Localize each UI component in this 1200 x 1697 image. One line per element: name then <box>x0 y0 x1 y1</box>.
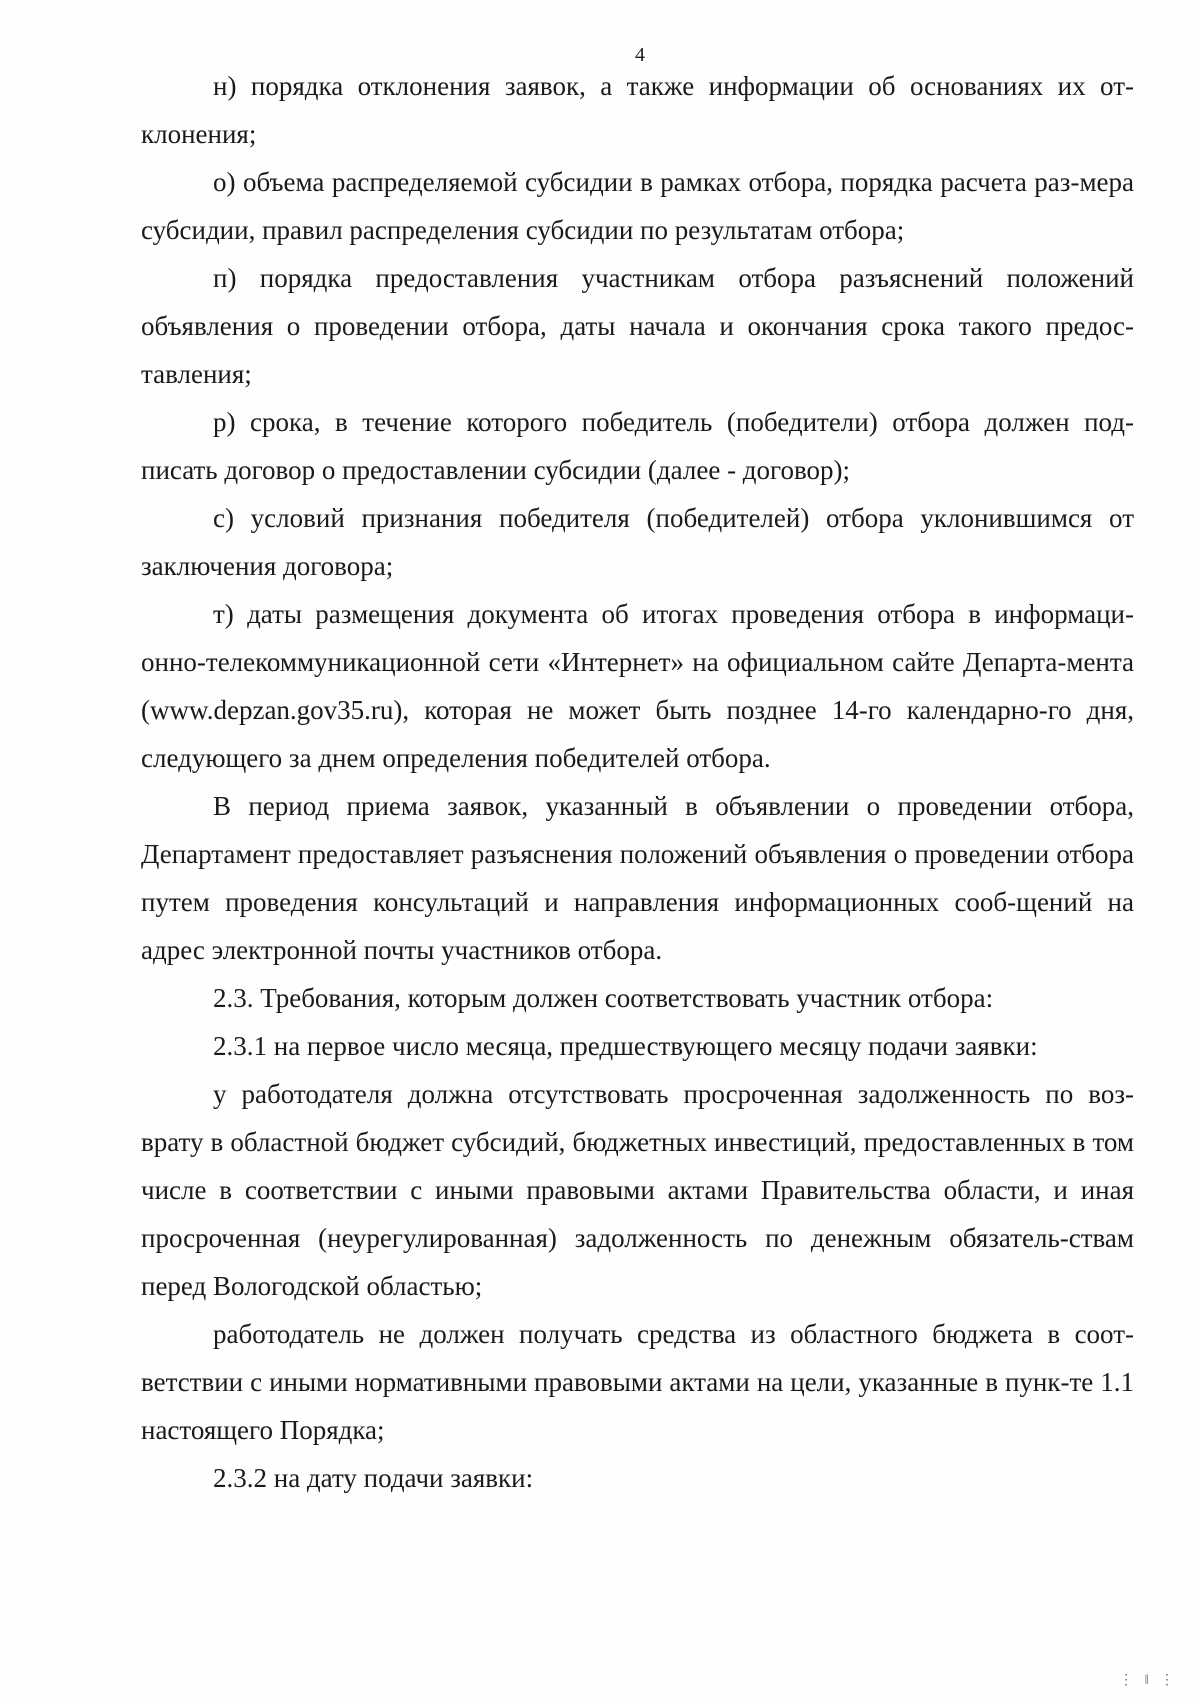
paragraph-no-other-funding: работодатель не должен получать средства из областного бюджета в соот-ветствии с иными нормативными правовыми актами на цели, указанные в пунк-те 1.1 настоящего Порядка; <box>141 1319 1134 1445</box>
scan-artifact-mark: ⋮ ‖ ⋮ <box>1119 1673 1178 1688</box>
paragraph-t: т) даты размещения документа об итогах проведения отбора в информаци-онно-телекоммуникационной сети «Интернет» на официальном сайте Департа-мента (www.depzan.gov35.ru), которая не может быть позднее 14-го календарно-го дня, следующего за днем определения победителей отбора. <box>141 599 1134 773</box>
paragraph-consultation-period: В период приема заявок, указанный в объявлении о проведении отбора, Департамент предоставляет разъяснения положений объявления о проведении отбора путем проведения консультаций и направления информационных сооб-щений на адрес электронной почты участников отбора. <box>141 791 1134 965</box>
page-number: 4 <box>635 44 645 66</box>
paragraph-s: с) условий признания победителя (победителей) отбора уклонившимся от заключения договора; <box>141 503 1134 581</box>
paragraph-p: п) порядка предоставления участникам отбора разъяснений положений объявления о проведении отбора, даты начала и окончания срока такого предос-тавления; <box>141 263 1134 389</box>
paragraph-section-2-3-2: 2.3.2 на дату подачи заявки: <box>213 1463 534 1493</box>
paragraph-n: н) порядка отклонения заявок, а также информации об основаниях их от-клонения; <box>141 71 1134 149</box>
paragraph-o: о) объема распределяемой субсидии в рамках отбора, порядка расчета раз-мера субсидии, правил распределения субсидии по результатам отбора; <box>141 167 1134 245</box>
paragraph-no-overdue-debt: у работодателя должна отсутствовать просроченная задолженность по воз-врату в областной бюджет субсидий, бюджетных инвестиций, предоставленных в том числе в соответствии с иными правовыми актами Правительства области, и иная просроченная (неурегулированная) задолженность по денежным обязатель-ствам перед Вологодской областью; <box>141 1079 1134 1301</box>
document-body <box>141 62 1134 1502</box>
paragraph-section-2-3: 2.3. Требования, которым должен соответствовать участник отбора: <box>213 983 994 1013</box>
paragraph-section-2-3-1: 2.3.1 на первое число месяца, предшествующего месяцу подачи заявки: <box>213 1031 1038 1061</box>
paragraph-r: р) срока, в течение которого победитель (победители) отбора должен под-писать договор о предоставлении субсидии (далее - договор); <box>141 407 1134 485</box>
